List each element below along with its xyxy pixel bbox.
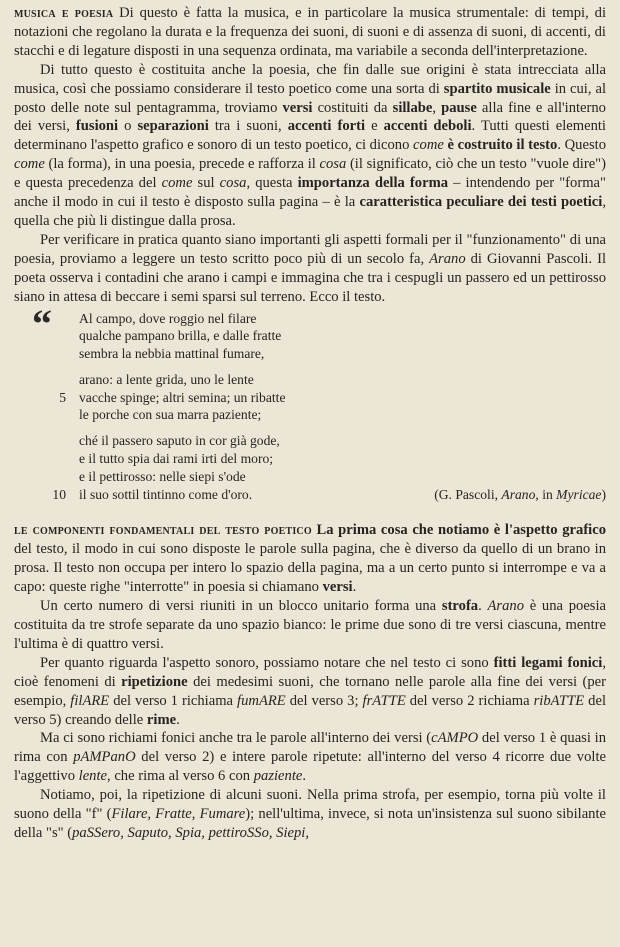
italic-term: cosa xyxy=(219,175,247,192)
section-label-components: le componenti fondamentali del testo poetico xyxy=(14,522,312,539)
verse-text: ché il passero saputo in cor già gode, xyxy=(79,433,280,449)
italic-term: fumARE xyxy=(237,692,286,709)
text-run: . xyxy=(352,579,357,596)
music-poetry-paragraph xyxy=(14,4,606,61)
bold-term: importanza della forma xyxy=(297,175,449,192)
bold-term: versi xyxy=(282,99,313,116)
text-run: del verso 1 è quasi in rima con xyxy=(14,730,606,766)
italic-term: come xyxy=(14,156,45,173)
poem-verse xyxy=(79,406,606,424)
text-run: Per quanto riguarda l'aspetto sonoro, possiamo notare che nel testo ci sono xyxy=(40,654,494,671)
text-run: Un certo numero di versi riuniti in un blocco unitario forma una xyxy=(40,598,442,615)
text-run: . xyxy=(478,598,488,615)
text-run: Per verificare in pratica quanto siano importanti gli aspetti formali per il "funzionamento" di una poesia, proviamo a leggere un testo scritto poco più di un secolo fa, xyxy=(14,231,606,267)
bold-term: caratteristica peculiare dei testi poetici xyxy=(359,194,603,211)
poem-verse xyxy=(79,345,606,363)
text-run: . Questo xyxy=(557,137,606,154)
text-run: del verso 3; xyxy=(285,692,363,709)
italic-term: Arano xyxy=(487,598,524,615)
quote-mark-icon: “ xyxy=(32,300,52,346)
phonic-links-paragraph xyxy=(14,654,606,730)
bold-term: versi xyxy=(322,579,353,596)
text-run: alla fine e all'interno dei versi, xyxy=(14,99,606,135)
bold-term: fitti legami fonici xyxy=(493,654,603,671)
bold-term: ripetizione xyxy=(121,673,188,690)
poem-verse xyxy=(59,389,606,407)
poem-arano xyxy=(14,300,606,504)
text-run: , questa xyxy=(246,175,298,192)
text-run: e xyxy=(365,118,384,135)
poem-verse xyxy=(79,450,606,468)
italic-term: Filare, Fratte, Fumare xyxy=(111,806,246,823)
text-run: in cui, al posto delle note sul pentagramma, troviamo xyxy=(14,80,607,116)
poem-verse xyxy=(79,468,606,486)
verse-text: le porche con sua marra paziente; xyxy=(79,407,262,423)
poem-verse xyxy=(52,486,606,504)
text-run: del verso 2) e intere parole ripetute: all'interno del verso 4 ricorre due volte l'aggettivo xyxy=(14,749,606,785)
text-run: , che rima al verso 6 con xyxy=(107,768,254,785)
arano-introduction-paragraph xyxy=(14,231,606,307)
text-run: dei medesimi suoni, che tornano nelle parole alla fine dei versi (per esempio, xyxy=(14,673,606,709)
poem-stanza xyxy=(79,310,606,363)
text-run: – intendendo per "forma" anche il modo in cui il testo è disposto sulla pagina – è la xyxy=(14,175,606,211)
italic-term: paziente xyxy=(253,768,303,785)
text-run: costituiti da xyxy=(312,99,393,116)
poem-verse xyxy=(79,310,606,328)
text-run: sul xyxy=(192,175,220,192)
poem-stanzas xyxy=(14,310,606,504)
stanza-paragraph xyxy=(14,597,606,654)
bold-term: accenti forti xyxy=(287,118,366,135)
text-run: tra i suoni, xyxy=(208,118,288,135)
text-run: del verso 2 richiama xyxy=(405,692,534,709)
italic-term: filARE xyxy=(70,692,110,709)
poem-verse xyxy=(79,327,606,345)
graphic-aspect-paragraph xyxy=(14,521,606,597)
text-run: , cioè fenomeni di xyxy=(14,654,606,690)
bold-term: strofa xyxy=(441,598,479,615)
bold-term: separazioni xyxy=(137,118,209,135)
text-run: . Tutti questi elementi determinano l'aspetto grafico e sonoro di un testo poetico, ci dicono xyxy=(14,118,606,154)
poem-stanza xyxy=(59,371,606,424)
verse-text: vacche spinge; altri semina; un ribatte xyxy=(79,389,286,405)
italic-term: cosa xyxy=(319,156,347,173)
text-run: (il significato, ciò che un testo "vuole dire") e questa precedenza del xyxy=(14,156,606,192)
italic-term: come xyxy=(161,175,193,192)
bold-term: rime xyxy=(146,711,177,728)
text-run: del verso 5) creando delle xyxy=(14,692,607,728)
italic-term: frATTE xyxy=(362,692,406,709)
verse-text: e il pettirosso: nelle siepi s'ode xyxy=(79,468,246,484)
italic-term: come xyxy=(413,137,444,154)
text-run: Ma ci sono richiami fonici anche tra le parole all'interno dei versi ( xyxy=(40,730,432,747)
verse-number: 5 xyxy=(59,389,66,405)
internal-echoes-paragraph xyxy=(14,729,606,786)
sound-repetition-paragraph xyxy=(14,786,606,843)
verse-text: arano: a lente grida, uno le lente xyxy=(79,371,254,387)
italic-term: lente xyxy=(78,768,108,785)
text-run: del verso 1 richiama xyxy=(109,692,238,709)
paragraph-text: Di questo è fatta la musica, e in particolare la musica strumentale: di tempi, di notazioni che regolano la durata e la frequenza dei suoni, di suoni e di assenza di suoni, di accenti, di stacchi e di legature disposti in una sequenza ordinata, ma variabile a seconda dell'interpretazione. xyxy=(14,5,606,59)
poem-stanza xyxy=(52,432,606,503)
text-run: Di tutto questo è costituita anche la poesia, che fin dalle sue origini è stata intrecciata alla musica, così che possiamo considerare il testo poetico come una sorta di xyxy=(14,61,606,97)
text-run: Notiamo, poi, la ripetizione di alcuni suoni. Nella prima strofa, per esempio, torna più volte il suono della "f" ( xyxy=(14,787,606,823)
italic-term: cAMPO xyxy=(431,730,479,747)
bold-term: La prima cosa che notiamo è l'aspetto grafico xyxy=(311,522,607,539)
poetry-structure-paragraph xyxy=(14,61,606,231)
italic-term: paSSero, Saputo, Spia, pettiroSSo, Siepi, xyxy=(72,824,309,841)
italic-term: pAMPanO xyxy=(73,749,136,766)
verse-text: il suo sottil tintinno come d'oro. xyxy=(79,486,253,502)
bold-term: spartito musicale xyxy=(443,80,551,97)
verse-number: 10 xyxy=(52,486,66,502)
poem-source-citation: (G. Pascoli, Arano, in Myricae) xyxy=(434,486,606,502)
bold-term: sillabe xyxy=(392,99,433,116)
verse-text: qualche pampano brilla, e dalle fratte xyxy=(79,328,282,344)
verse-text: sembra la nebbia mattinal fumare, xyxy=(79,346,265,362)
bold-term: accenti deboli xyxy=(383,118,472,135)
text-run: del testo, il modo in cui sono disposte le parole sulla pagina, che è diverso da quello di un brano in prosa. Il testo non occupa per intero lo spazio della pagina, ma a un certo punto si interrompe e va a capo: queste righe "interrotte" in poesia si chiamano xyxy=(14,541,606,596)
section-label-music-poetry: musica e poesia xyxy=(14,5,114,21)
bold-term: pause xyxy=(441,99,477,116)
italic-term: Arano xyxy=(429,250,466,267)
text-run: o xyxy=(118,118,138,135)
text-run: di Giovanni Pascoli. Il poeta osserva i contadini che arano i campi e immagina che tra i cespugli un passero ed un pettirosso siano in attesa di beccare i semi sparsi sul terreno. Ecco il testo. xyxy=(14,250,607,305)
poem-verse xyxy=(79,371,606,389)
text-run: . xyxy=(176,711,180,728)
verse-text: e il tutto spia dai rami irti del moro; xyxy=(79,451,274,467)
bold-term: fusioni xyxy=(75,118,119,135)
italic-term: ribATTE xyxy=(533,692,585,709)
poem-verse xyxy=(79,432,606,450)
text-run: (la forma), in una poesia, precede e rafforza il xyxy=(44,156,320,173)
verse-text: Al campo, dove roggio nel filare xyxy=(79,310,257,326)
text-run: è una poesia costituita da tre strofe separate da uno spazio bianco: le prime due sono di tre versi ciascuna, mentre l'ultima è di quattro versi. xyxy=(14,598,607,652)
text-run: ); nell'ultima, invece, si nota un'insistenza sul suono sibilante della "s" ( xyxy=(14,806,606,841)
bold-term: è costruito il testo xyxy=(443,137,558,154)
text-run: . xyxy=(302,768,307,785)
text-run: , xyxy=(432,99,442,116)
text-run: , quella che più li distingue dalla prosa. xyxy=(14,194,606,229)
